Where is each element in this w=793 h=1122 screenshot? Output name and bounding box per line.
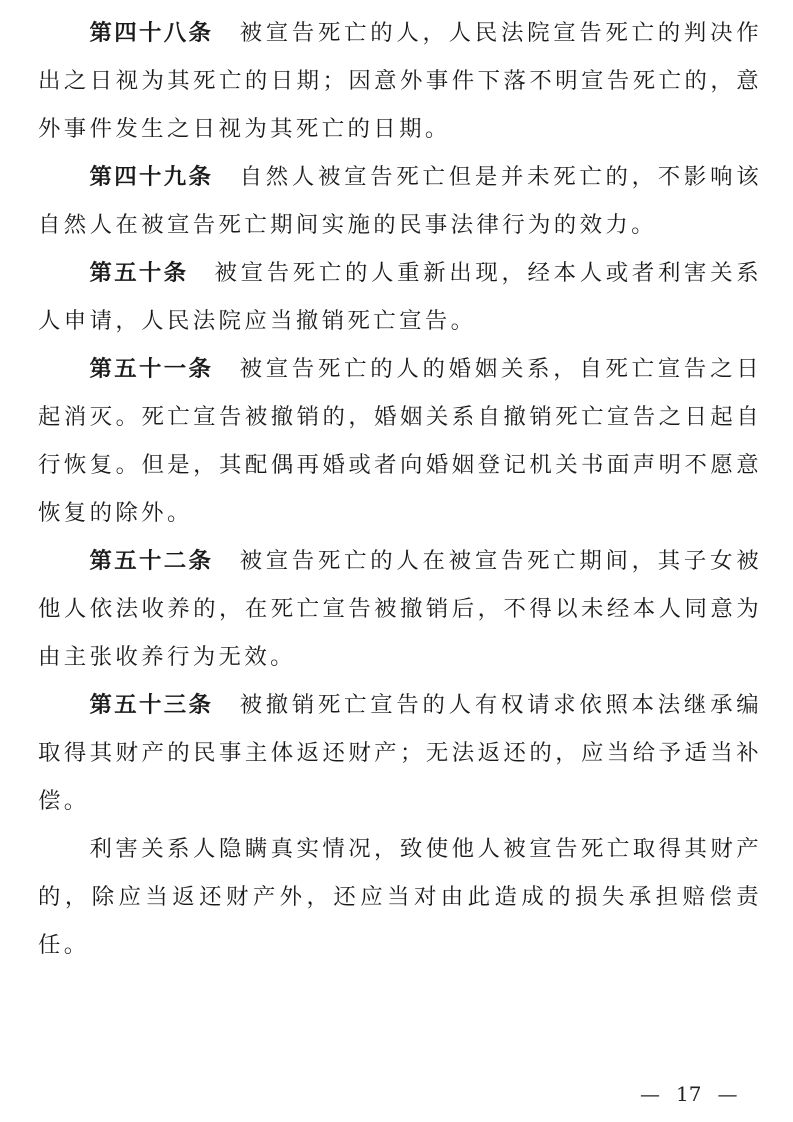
document-body: [38, 9, 762, 969]
article-48: [38, 9, 762, 153]
article-51: [38, 345, 762, 537]
article-text: 被撤销死亡宣告的人有权请求依照本法继承编取得其财产的民事主体返还财产；无法返还的，应当给予适当补偿。: [38, 692, 763, 814]
article-53: [38, 681, 762, 825]
article-text: 被宣告死亡的人的婚姻关系，自死亡宣告之日起消灭。死亡宣告被撤销的，婚姻关系自撤销死亡宣告之日起自行恢复。但是，其配偶再婚或者向婚姻登记机关书面声明不愿意恢复的除外。: [38, 356, 763, 526]
page-number: 17: [676, 1082, 702, 1106]
article-49: [38, 153, 762, 249]
article-52: [38, 537, 762, 681]
article-heading: 第五十条: [89, 260, 189, 286]
article-heading: 第四十九条: [89, 164, 214, 190]
article-text: 被宣告死亡的人重新出现，经本人或者利害关系人申请，人民法院应当撤销死亡宣告。: [38, 260, 762, 334]
footer-dash-left: —: [640, 1082, 660, 1106]
article-50: [38, 249, 762, 345]
article-heading: 第五十二条: [89, 548, 214, 574]
article-heading: 第五十三条: [89, 692, 214, 718]
article-heading: 第四十八条: [89, 20, 214, 46]
article-text: 被宣告死亡的人，人民法院宣告死亡的判决作出之日视为其死亡的日期；因意外事件下落不明宣告死亡的，意外事件发生之日视为其死亡的日期。: [38, 20, 763, 142]
page-footer: [640, 1080, 737, 1108]
footer-dash-right: —: [717, 1082, 738, 1106]
article-text: 自然人被宣告死亡但是并未死亡的，不影响该自然人在被宣告死亡期间实施的民事法律行为的效力。: [38, 164, 763, 238]
article-text: 被宣告死亡的人在被宣告死亡期间，其子女被他人依法收养的，在死亡宣告被撤销后，不得以未经本人同意为由主张收养行为无效。: [38, 548, 763, 670]
article-53-paragraph-2: 利害关系人隐瞒真实情况，致使他人被宣告死亡取得其财产的，除应当返还财产外，还应当对由此造成的损失承担赔偿责任。: [38, 836, 762, 958]
article-heading: 第五十一条: [89, 356, 214, 382]
